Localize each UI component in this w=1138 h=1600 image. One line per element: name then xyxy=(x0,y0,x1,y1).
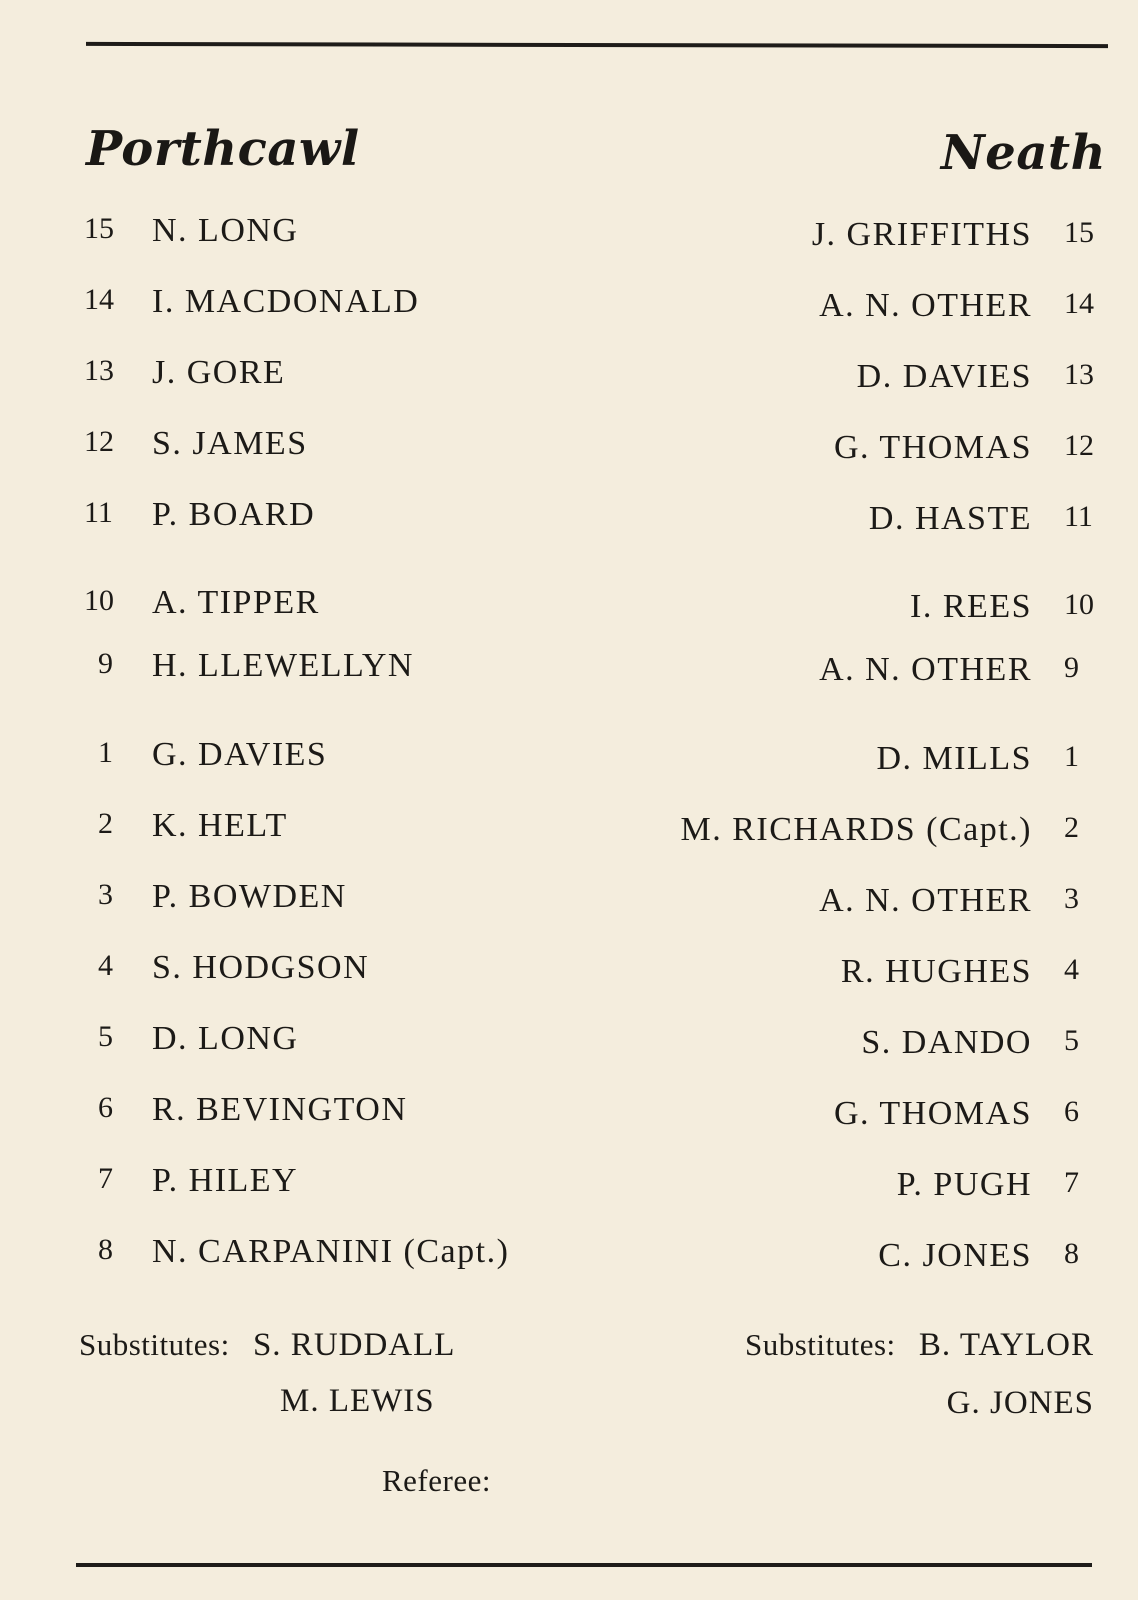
home-player-row xyxy=(84,949,604,989)
home-substitutes xyxy=(79,1327,455,1364)
top-rule xyxy=(86,42,1108,48)
away-player-name: J. GRIFFITHS xyxy=(811,216,1032,253)
away-player-name: A. N. OTHER xyxy=(819,651,1032,688)
home-player-number: 15 xyxy=(84,212,114,245)
away-player-name: I. REES xyxy=(910,588,1032,625)
home-player-row xyxy=(84,584,604,624)
home-player-number: 1 xyxy=(98,736,113,769)
away-substitute-name: B. TAYLOR xyxy=(918,1327,1094,1363)
away-player-name: M. RICHARDS (Capt.) xyxy=(680,811,1032,848)
away-player-row xyxy=(600,882,1104,922)
home-player-number: 7 xyxy=(98,1162,113,1195)
home-player-number: 5 xyxy=(98,1020,113,1053)
home-player-row xyxy=(84,1020,604,1060)
away-player-row xyxy=(600,358,1104,398)
home-substitute-name: S. RUDDALL xyxy=(252,1327,456,1363)
away-player-row xyxy=(600,953,1104,993)
home-team-title: Porthcawl xyxy=(86,121,360,177)
away-player-row xyxy=(600,740,1104,780)
home-player-name: S. HODGSON xyxy=(152,949,370,986)
home-player-name: D. LONG xyxy=(152,1020,299,1057)
home-player-name: J. GORE xyxy=(152,354,286,391)
home-player-number: 13 xyxy=(84,354,114,387)
away-player-name: P. PUGH xyxy=(896,1166,1032,1203)
home-player-row xyxy=(84,496,604,536)
home-player-name: G. DAVIES xyxy=(152,736,328,773)
home-player-name: N. LONG xyxy=(152,212,299,249)
away-substitutes-label: Substitutes: xyxy=(744,1327,896,1362)
home-player-number: 14 xyxy=(84,283,114,316)
home-player-name: P. BOARD xyxy=(152,496,316,533)
away-player-number: 5 xyxy=(1064,1024,1079,1057)
home-player-row xyxy=(84,354,604,394)
away-substitutes xyxy=(745,1327,1094,1364)
referee-label: Referee: xyxy=(382,1463,491,1498)
away-player-name: G. THOMAS xyxy=(833,1095,1032,1132)
home-player-number: 8 xyxy=(98,1233,113,1266)
home-player-number: 9 xyxy=(98,647,113,680)
away-player-row xyxy=(600,216,1104,256)
home-player-name: N. CARPANINI (Capt.) xyxy=(152,1233,510,1270)
home-player-number: 12 xyxy=(84,425,114,458)
away-player-row xyxy=(600,1095,1104,1135)
away-substitute-name: G. JONES xyxy=(946,1385,1094,1421)
away-player-name: G. THOMAS xyxy=(833,429,1032,466)
home-player-name: R. BEVINGTON xyxy=(152,1091,408,1128)
away-player-number: 10 xyxy=(1064,588,1094,621)
home-player-row xyxy=(84,425,604,465)
home-player-row xyxy=(84,736,604,776)
away-player-number: 13 xyxy=(1064,358,1094,391)
away-player-row xyxy=(600,811,1104,851)
away-team-title: Neath xyxy=(940,125,1106,181)
home-player-row xyxy=(84,1162,604,1202)
home-player-row xyxy=(84,1091,604,1131)
away-player-row xyxy=(600,500,1104,540)
home-player-number: 4 xyxy=(98,949,113,982)
away-player-number: 12 xyxy=(1064,429,1094,462)
home-substitute-name: M. LEWIS xyxy=(280,1383,435,1419)
away-player-number: 8 xyxy=(1064,1237,1079,1270)
away-player-name: D. MILLS xyxy=(876,740,1032,777)
away-player-name: D. HASTE xyxy=(868,500,1032,537)
away-player-name: A. N. OTHER xyxy=(819,882,1032,919)
home-player-row xyxy=(84,878,604,918)
home-player-number: 10 xyxy=(84,584,114,617)
away-player-name: A. N. OTHER xyxy=(819,287,1032,324)
home-player-name: P. BOWDEN xyxy=(152,878,347,915)
home-player-row xyxy=(84,647,604,687)
away-player-number: 1 xyxy=(1064,740,1079,773)
home-substitutes-label: Substitutes: xyxy=(79,1327,230,1362)
away-player-number: 7 xyxy=(1064,1166,1079,1199)
away-player-row xyxy=(600,429,1104,469)
away-player-number: 4 xyxy=(1064,953,1079,986)
home-player-name: K. HELT xyxy=(152,807,288,844)
away-player-name: S. DANDO xyxy=(861,1024,1032,1061)
away-player-row xyxy=(600,588,1104,628)
away-player-row xyxy=(600,1237,1104,1277)
home-player-row xyxy=(84,283,604,323)
home-player-row xyxy=(84,807,604,847)
away-player-row xyxy=(600,651,1104,691)
home-player-name: P. HILEY xyxy=(152,1162,299,1199)
away-player-name: R. HUGHES xyxy=(840,953,1032,990)
away-player-row xyxy=(600,1024,1104,1064)
away-player-row xyxy=(600,287,1104,327)
away-player-number: 3 xyxy=(1064,882,1079,915)
bottom-rule xyxy=(76,1563,1092,1567)
home-player-name: H. LLEWELLYN xyxy=(152,647,414,684)
home-player-number: 3 xyxy=(98,878,113,911)
away-player-number: 9 xyxy=(1064,651,1079,684)
away-player-number: 14 xyxy=(1064,287,1094,320)
away-player-name: C. JONES xyxy=(878,1237,1032,1274)
home-player-row xyxy=(84,212,604,252)
home-player-number: 6 xyxy=(98,1091,113,1124)
away-player-number: 6 xyxy=(1064,1095,1079,1128)
away-player-number: 15 xyxy=(1064,216,1094,249)
away-player-name: D. DAVIES xyxy=(856,358,1032,395)
home-player-number: 11 xyxy=(84,496,113,529)
home-player-number: 2 xyxy=(98,807,113,840)
home-player-row xyxy=(84,1233,604,1273)
home-player-name: I. MACDONALD xyxy=(152,283,420,320)
away-player-row xyxy=(600,1166,1104,1206)
home-player-name: S. JAMES xyxy=(152,425,308,462)
away-player-number: 11 xyxy=(1064,500,1093,533)
away-player-number: 2 xyxy=(1064,811,1079,844)
home-player-name: A. TIPPER xyxy=(152,584,320,621)
